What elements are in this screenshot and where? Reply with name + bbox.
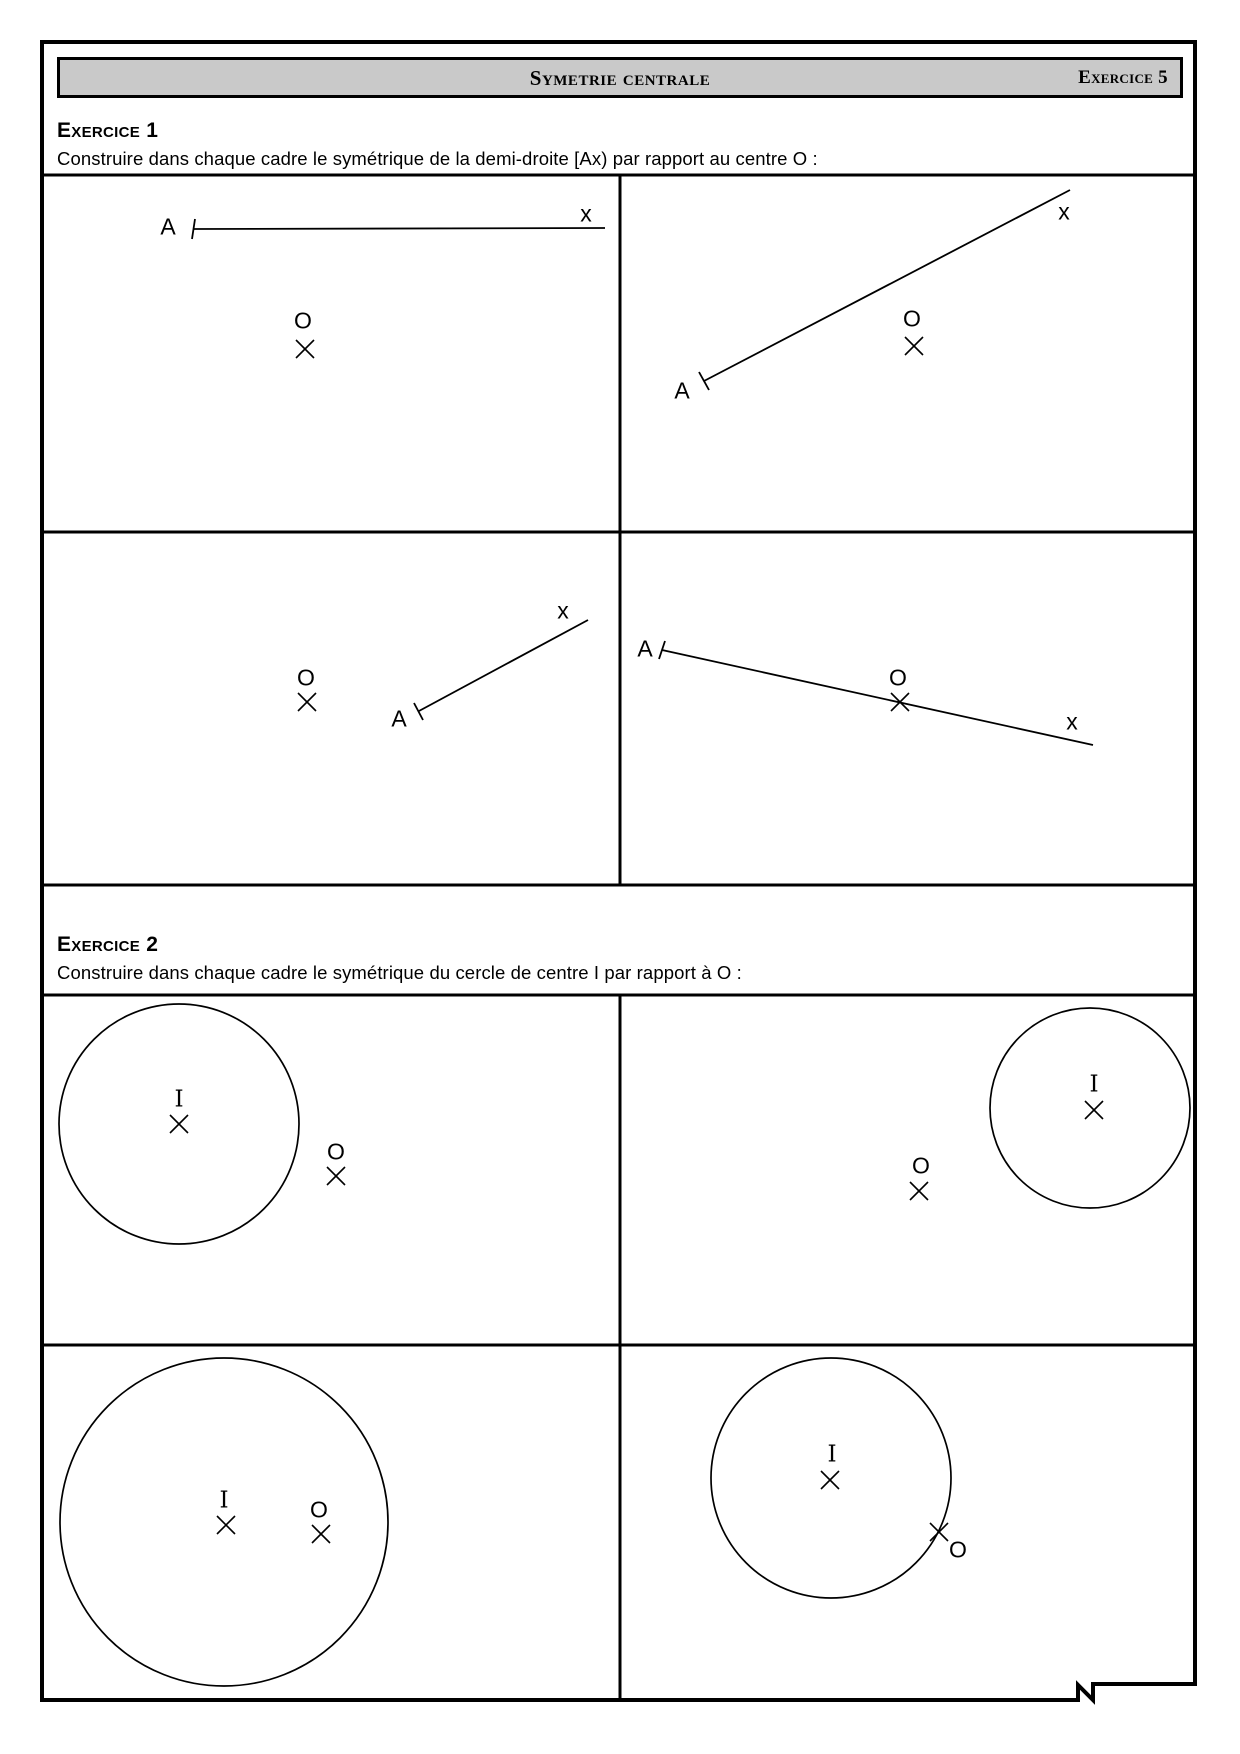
frame5-center-i-cross xyxy=(170,1115,188,1133)
header-bar xyxy=(57,57,1183,98)
frame1-ray-x-label: x xyxy=(580,200,592,227)
frame4-point-a-label: A xyxy=(637,635,653,662)
frame4-center-o-label: O xyxy=(889,664,907,691)
frame3-ray xyxy=(414,620,588,720)
frame3-center-o-label: O xyxy=(297,664,315,691)
frame4-center-o-cross xyxy=(891,693,909,711)
frame6-center-i-label: I xyxy=(1089,1071,1099,1098)
frame2-point-a-label: A xyxy=(674,377,690,404)
frame3-point-a-label: A xyxy=(391,705,407,732)
frame8-center-i-cross xyxy=(821,1471,839,1489)
frame8-point-o-cross xyxy=(930,1523,948,1541)
frame6-center-o-cross xyxy=(910,1182,928,1200)
exercise2-instruction: Construire dans chaque cadre le symétrique du cercle de centre I par rapport à O : xyxy=(57,962,742,983)
frame5-center-i-label: I xyxy=(174,1086,184,1113)
frame7-point-o-label: O xyxy=(310,1496,328,1523)
frame4-ray-x-label: x xyxy=(1066,708,1078,735)
frame8-center-i-label: I xyxy=(827,1441,837,1468)
frame3-center-o-cross xyxy=(298,693,316,711)
frame2-center-o-label: O xyxy=(903,305,921,332)
frame6-point-o-label: O xyxy=(912,1152,930,1179)
frame2-center-o-cross xyxy=(905,337,923,355)
exercise1-grid xyxy=(42,175,1195,885)
frame2-ray-x-label: x xyxy=(1058,198,1070,225)
exercise-badge: Exercice 5 xyxy=(1078,67,1168,88)
frame7-center-o-cross xyxy=(312,1525,330,1543)
frame7-center-i-label: I xyxy=(219,1487,229,1514)
exercise2-title: Exercice 2 xyxy=(57,933,159,956)
worksheet-title: Symetrie centrale xyxy=(529,66,711,90)
frame5-point-o-label: O xyxy=(327,1138,345,1165)
frame6-center-i-cross xyxy=(1085,1101,1103,1119)
exercise1-instruction: Construire dans chaque cadre le symétrique de la demi-droite [Ax) par rapport au centre O : xyxy=(57,148,818,169)
frame1-center-o-cross xyxy=(296,340,314,358)
exercise2-grid xyxy=(42,995,1195,1698)
frame5-center-o-cross xyxy=(327,1167,345,1185)
frame8-point-o-label: O xyxy=(949,1536,967,1563)
frame1-point-a-label: A xyxy=(160,213,176,240)
frame7-center-i-cross xyxy=(217,1516,235,1534)
frame6-circle xyxy=(990,1008,1190,1208)
frame2-ray xyxy=(699,190,1070,390)
exercise1-title: Exercice 1 xyxy=(57,119,159,142)
frame3-ray-x-label: x xyxy=(557,597,569,624)
frame4-ray xyxy=(659,641,1093,745)
frame1-center-o-label: O xyxy=(294,307,312,334)
frame1-ray xyxy=(192,219,605,239)
